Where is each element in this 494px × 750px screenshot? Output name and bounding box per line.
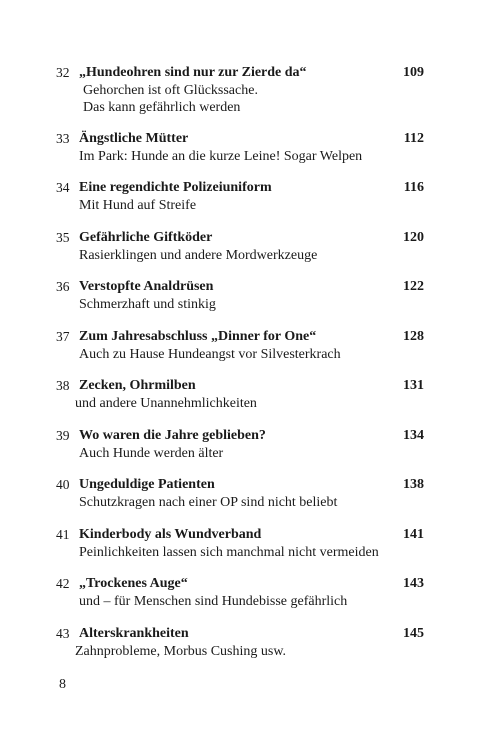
chapter-subtitle: Auch zu Hause Hundeangst vor Silvesterkrach: [79, 347, 341, 362]
chapter-number: 34: [56, 180, 70, 195]
chapter-title: Wo waren die Jahre geblieben?: [79, 428, 266, 443]
chapter-number: 36: [56, 279, 70, 294]
chapter-subtitle: Mit Hund auf Streife: [79, 198, 197, 213]
chapter-number: 40: [56, 477, 70, 492]
chapter-number: 41: [56, 527, 70, 542]
chapter-title: Ängstliche Mütter: [79, 131, 189, 146]
chapter-subtitle: Peinlichkeiten lassen sich manchmal nicht vermeiden: [79, 545, 379, 560]
chapter-title: Zum Jahresabschluss „Dinner for One“: [79, 329, 317, 344]
chapter-title: Verstopfte Analdrüsen: [79, 279, 214, 294]
chapter-number: 33: [56, 131, 70, 146]
page-number: 120: [403, 230, 424, 245]
chapter-number: 35: [56, 230, 70, 245]
page-number: 143: [403, 576, 424, 591]
chapter-subtitle: Rasierklingen und andere Mordwerkzeuge: [79, 248, 318, 263]
chapter-number: 42: [56, 576, 70, 591]
chapter-subtitle: Im Park: Hunde an die kurze Leine! Sogar Welpen: [79, 149, 363, 164]
chapter-title: „Trockenes Auge“: [79, 576, 188, 591]
page-number: 116: [403, 180, 424, 195]
chapter-title: Ungeduldige Patienten: [79, 477, 215, 492]
page-number: 131: [403, 378, 424, 393]
chapter-number: 38: [56, 378, 70, 393]
chapter-title: Kinderbody als Wundverband: [79, 527, 262, 542]
page-number: 122: [403, 279, 424, 294]
chapter-subtitle: Das kann gefährlich werden: [83, 100, 241, 115]
page-number: 141: [403, 527, 424, 542]
chapter-title: „Hundeohren sind nur zur Zierde da“: [79, 65, 307, 80]
page-number: 138: [403, 477, 424, 492]
chapter-title: Eine regendichte Polizeiuniform: [79, 180, 272, 195]
page-number: 134: [403, 428, 424, 443]
chapter-title: Alterskrankheiten: [79, 626, 189, 641]
chapter-subtitle: und andere Unannehmlichkeiten: [75, 396, 257, 411]
page-folio: 8: [59, 677, 66, 692]
chapter-subtitle: Schmerzhaft und stinkig: [79, 297, 216, 312]
chapter-number: 32: [56, 65, 70, 80]
chapter-title: Zecken, Ohrmilben: [79, 378, 196, 393]
chapter-subtitle: und – für Menschen sind Hundebisse gefährlich: [79, 594, 348, 609]
chapter-title: Gefährliche Giftköder: [79, 230, 213, 245]
page-number: 128: [403, 329, 424, 344]
chapter-number: 39: [56, 428, 70, 443]
chapter-number: 43: [56, 626, 70, 641]
chapter-subtitle: Gehorchen ist oft Glückssache.: [83, 83, 258, 98]
page-number: 109: [403, 65, 424, 80]
chapter-subtitle: Schutzkragen nach einer OP sind nicht beliebt: [79, 495, 338, 510]
chapter-number: 37: [56, 329, 70, 344]
page-number: 145: [403, 626, 424, 641]
chapter-subtitle: Auch Hunde werden älter: [79, 446, 224, 461]
chapter-subtitle: Zahnprobleme, Morbus Cushing usw.: [75, 644, 287, 659]
page-number: 112: [403, 131, 424, 146]
